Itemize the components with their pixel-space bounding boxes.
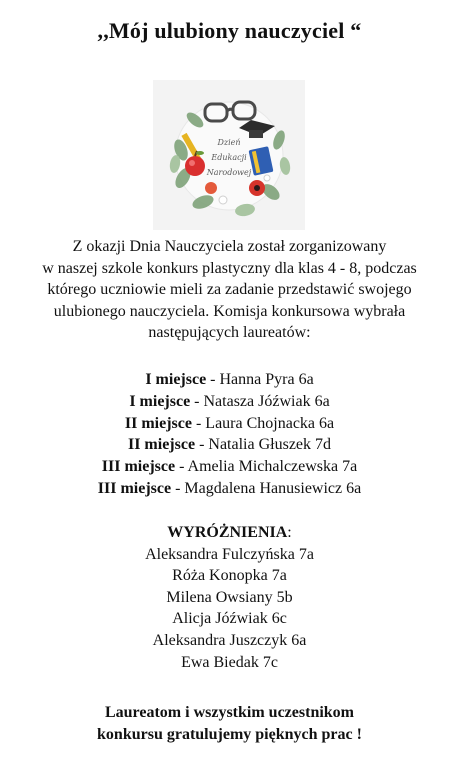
winners-list [0, 369, 459, 500]
winner-row [0, 456, 459, 478]
footer-line: konkursu gratulujemy pięknych prac ! [97, 726, 362, 743]
place-label: II miejsce [127, 436, 196, 454]
wreath-illustration [153, 80, 305, 230]
winner-name: - Magdalena Hanusiewicz 6a [171, 479, 362, 497]
winner-row [0, 391, 459, 413]
winner-row [0, 413, 459, 435]
intro-line: którego uczniowie mieli za zadanie przedstawić swojego [47, 281, 412, 298]
place-label: III miejsce [101, 458, 176, 476]
intro-line: w naszej szkole konkurs plastyczny dla klas 4 - 8, podczas [42, 259, 417, 277]
winner-row [0, 434, 459, 456]
place-label: III miejsce [97, 479, 172, 497]
logo-text-line: Edukacji [211, 153, 247, 162]
honor-name: Ewa Biedak 7c [181, 653, 278, 671]
winner-name: - Natalia Głuszek 7d [195, 436, 332, 454]
place-label: II miejsce [124, 414, 192, 432]
page-title: ,,Mój ulubiony nauczyciel “ [97, 18, 362, 43]
honors-heading [0, 522, 459, 544]
winner-name: - Hanna Pyra 6a [206, 371, 314, 388]
intro-line: następujących laureatów: [148, 324, 311, 341]
place-label: I miejsce [145, 371, 207, 388]
honor-name: Aleksandra Fulczyńska 7a [145, 545, 314, 563]
intro-line: ulubionego nauczyciela. Komisja konkursowa wybrała [53, 302, 406, 320]
winner-name: - Amelia Michalczewska 7a [175, 458, 358, 476]
winner-name: - Laura Chojnacka 6a [191, 414, 335, 432]
intro-paragraph [0, 236, 459, 344]
honors-heading-text: WYRÓŻNIENIA [167, 524, 288, 541]
congratulations-footer [0, 702, 459, 746]
honor-name: Róża Konopka 7a [172, 567, 287, 585]
winner-row [0, 478, 459, 500]
honors-section [0, 522, 459, 673]
winner-name: - Natasza Jóźwiak 6a [190, 392, 330, 410]
place-label: I miejsce [129, 392, 191, 410]
logo-text-line: Narodowej [206, 168, 252, 177]
honor-name: Aleksandra Juszczyk 6a [152, 631, 307, 649]
honors-heading-colon: : [287, 524, 292, 541]
intro-line: Z okazji Dnia Nauczyciela został zorganizowany [72, 238, 387, 255]
education-day-logo [153, 80, 305, 230]
honor-name: Alicja Jóźwiak 6c [172, 610, 287, 628]
logo-text-line: Dzień [217, 138, 241, 147]
footer-line: Laureatom i wszystkim uczestnikom [104, 704, 355, 721]
winner-row [0, 369, 459, 391]
honor-name: Milena Owsiany 5b [166, 588, 293, 606]
